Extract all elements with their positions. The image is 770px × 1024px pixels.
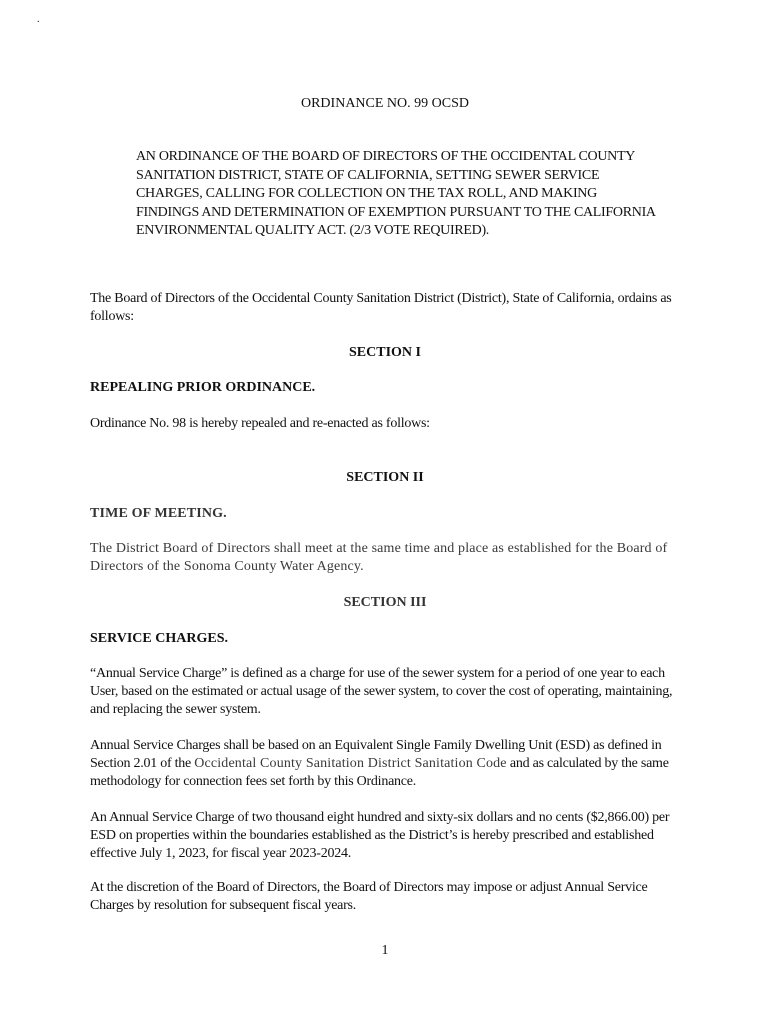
sanitation-code-reference: Occidental County Sanitation District Sanitation Code	[194, 756, 507, 771]
section-2-text: The District Board of Directors shall meet at the same time and place as established for the Board of Directors of the Sonoma County Water Agency.	[90, 541, 668, 574]
ordinance-preamble: AN ORDINANCE OF THE BOARD OF DIRECTORS OF THE OCCIDENTAL COUNTY SANITATION DISTRICT, STATE OF CALIFORNIA, SETTING SEWER SERVICE CHARGES, CALLING FOR COLLECTION ON THE TAX ROLL, AND MAKING FINDINGS AND DETERMINATION OF EXEMPTION PURSUANT TO THE CALIFORNIA ENVIRONMENTAL QUALITY ACT. (2/3 VOTE REQUIRED).	[136, 149, 655, 238]
section-3-subheading: SERVICE CHARGES.	[90, 631, 228, 646]
service-charge-basis-part1: Annual Service Charges shall be based on an Equivalent Single Family Dwelling Unit (ESD) as defined in Section 2.01 of the	[90, 738, 662, 771]
intro-paragraph: The Board of Directors of the Occidental County Sanitation District (District), State of California, ordains as follows:	[90, 291, 672, 324]
service-charge-adjustment: At the discretion of the Board of Directors, the Board of Directors may impose or adjust Annual Service Charges by resolution for subsequent fiscal years.	[90, 880, 648, 913]
service-charge-basis-part2: and as calculated by the same methodology for connection fees set forth by this Ordinance.	[90, 756, 669, 789]
section-1-subheading: REPEALING PRIOR ORDINANCE.	[90, 380, 316, 395]
section-1-heading: SECTION I	[349, 345, 421, 360]
section-3-heading: SECTION III	[343, 595, 427, 610]
section-2-heading: SECTION II	[346, 470, 424, 485]
ordinance-title: ORDINANCE NO. 99 OCSD	[300, 96, 469, 111]
stray-mark: .	[37, 14, 40, 25]
service-charge-basis	[90, 737, 690, 791]
page-number: 1	[381, 943, 389, 958]
service-charge-definition: “Annual Service Charge” is defined as a charge for use of the sewer system for a period of one year to each User, based on the estimated or actual usage of the sewer system, to cover the cost of operating, maintaining, and replacing the sewer system.	[90, 666, 673, 717]
section-2-subheading: TIME OF MEETING.	[90, 506, 227, 521]
service-charge-amount: An Annual Service Charge of two thousand eight hundred and sixty-six dollars and no cents ($2,866.00) per ESD on properties within the boundaries established as the District’s is hereby prescribed and established effective July 1, 2023, for fiscal year 2023-2024.	[90, 810, 670, 861]
section-1-text: Ordinance No. 98 is hereby repealed and re-enacted as follows:	[90, 416, 430, 431]
